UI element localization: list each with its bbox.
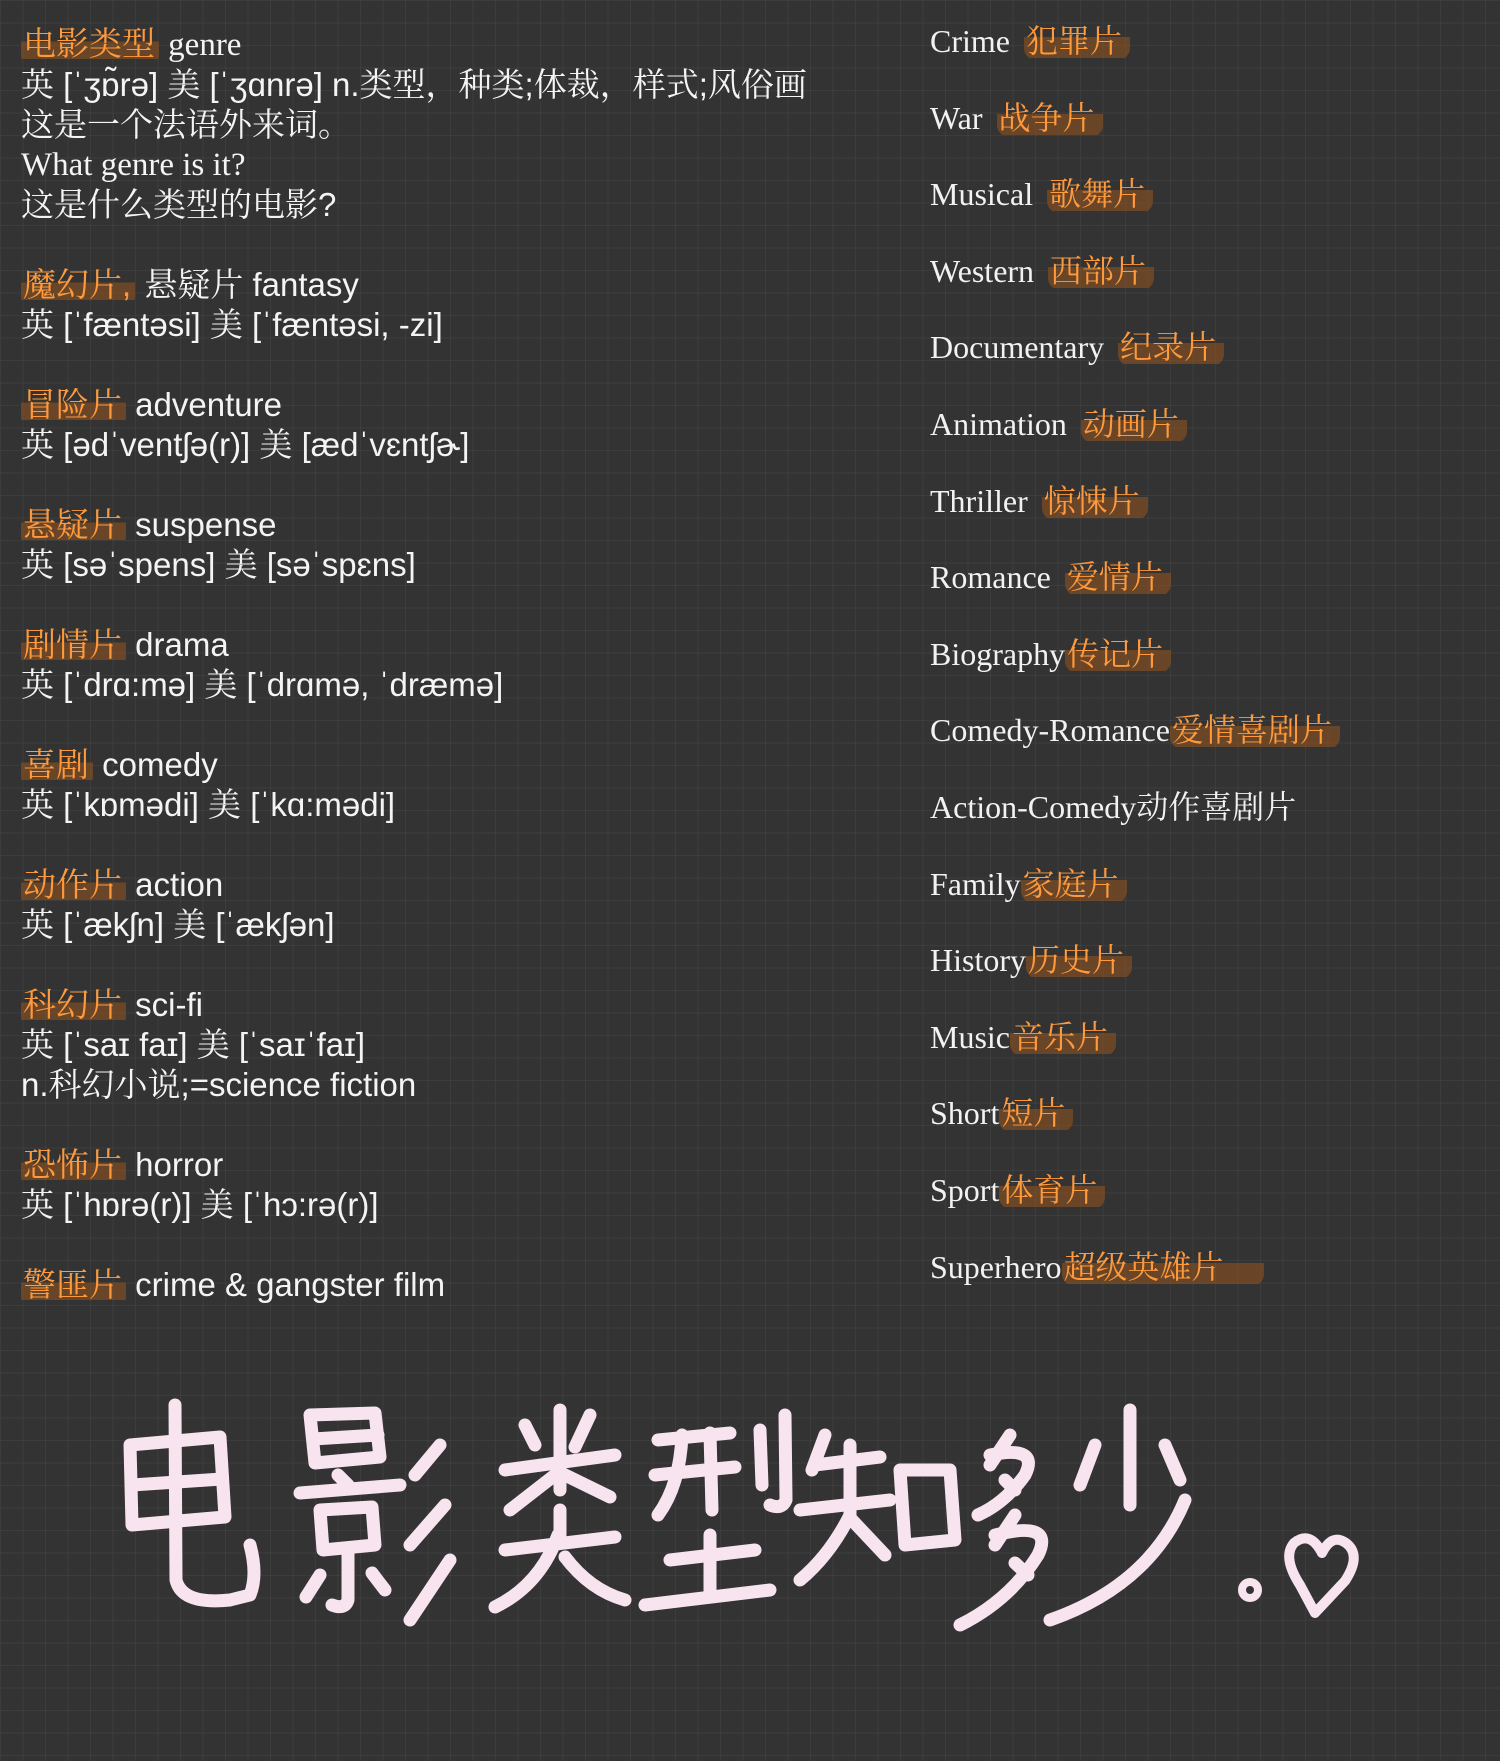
- entry-phonetic: 英 [ˈsaɪ faɪ] 美 [ˈsaɪˈfaɪ]: [21, 1026, 366, 1063]
- genre-zh: 音乐片: [1010, 1018, 1116, 1056]
- genre-en: Superhero: [930, 1248, 1062, 1285]
- entry-phonetic: 英 [ˈʒɒ̃rə] 美 [ˈʒɑnrə] n.类型，种类;体裁，样式;风俗画: [21, 66, 807, 103]
- entry-phonetic: 英 [ˈækʃn] 美 [ˈækʃən]: [21, 906, 335, 943]
- entry-zh: 动作片: [21, 866, 126, 903]
- genre-en: Romance: [930, 559, 1051, 596]
- genre-zh: 惊悚片: [1042, 482, 1148, 520]
- entry-en: sci-fi: [135, 986, 203, 1023]
- genre-item: [930, 250, 1490, 327]
- entry-phonetic: 英 [səˈspens] 美 [səˈspɛns]: [21, 546, 416, 583]
- handwritten-char: [495, 1410, 625, 1607]
- handwritten-char: [645, 1415, 786, 1605]
- entry-fantasy: [21, 265, 881, 345]
- genre-en: Sport: [930, 1171, 1000, 1208]
- entry-drama: [21, 625, 881, 705]
- entry-en: drama: [135, 626, 229, 663]
- entry-definition: n.科幻小说;=science fiction: [21, 1066, 417, 1103]
- genre-zh: 超级英雄片: [1062, 1248, 1264, 1286]
- genre-item: [930, 939, 1490, 1016]
- genre-zh: 西部片: [1048, 252, 1154, 290]
- handwritten-char: [300, 1413, 450, 1620]
- entry-phonetic: 英 [ˈhɒrə(r)] 美 [ˈhɔ:rə(r)]: [21, 1186, 379, 1223]
- entry-en: adventure: [135, 386, 282, 423]
- genre-zh: 战争片: [997, 99, 1103, 137]
- genre-zh: 传记片: [1065, 635, 1171, 673]
- genre-zh: 犯罪片: [1024, 22, 1130, 60]
- entry-en: horror: [135, 1146, 224, 1183]
- entry-phonetic: 英 [ˈkɒmədi] 美 [ˈkɑ:mədi]: [21, 786, 396, 823]
- genre-en: Biography: [930, 635, 1066, 672]
- entry-suspense: [21, 505, 881, 585]
- entry-example-en: What genre is it?: [21, 147, 246, 183]
- genre-item: [930, 1092, 1490, 1169]
- genre-zh: 纪录片: [1118, 328, 1224, 366]
- genre-item: [930, 326, 1490, 403]
- genre-item: [930, 480, 1490, 557]
- entry-sci-fi: [21, 985, 881, 1105]
- genre-item: [930, 20, 1490, 97]
- entry-note: 这是一个法语外来词。: [21, 106, 351, 143]
- entry-en: action: [135, 866, 224, 903]
- entry-action: [21, 865, 881, 945]
- genre-item: [930, 709, 1490, 786]
- entry-adventure: [21, 385, 881, 465]
- handwritten-char: [800, 1435, 955, 1580]
- genre-en: War: [930, 99, 983, 136]
- genre-en: Short: [930, 1095, 1000, 1132]
- vocab-list-left: [21, 24, 881, 1305]
- entry-phonetic: 英 [ˈfæntəsi] 美 [ˈfæntəsi, -zi]: [21, 306, 443, 343]
- entry-zh: 冒险片: [21, 386, 126, 423]
- entry-en: genre: [168, 27, 242, 63]
- genre-item: [930, 1016, 1490, 1093]
- entry-zh: 喜剧: [21, 746, 93, 783]
- genre-en: Documentary: [930, 329, 1105, 366]
- genre-item: [930, 786, 1490, 863]
- entry-zh: 警匪片: [21, 1266, 126, 1303]
- entry-zh: 电影类型: [21, 25, 159, 62]
- genre-zh: 歌舞片: [1047, 175, 1153, 213]
- genre-item: [930, 1169, 1490, 1246]
- genre-en: Family: [930, 865, 1021, 902]
- genre-item: [930, 1246, 1490, 1323]
- genre-en: Musical: [930, 176, 1034, 213]
- heart-icon: [1289, 1538, 1354, 1613]
- entry-en: comedy: [102, 746, 218, 783]
- entry-crime-gangster: [21, 1265, 881, 1305]
- genre-zh: 短片: [999, 1094, 1073, 1132]
- entry-en: suspense: [135, 506, 277, 543]
- genre-item: [930, 556, 1490, 633]
- entry-example-zh: 这是什么类型的电影?: [21, 186, 337, 223]
- genre-en: Thriller: [930, 482, 1028, 519]
- entry-en: crime & gangster film: [135, 1266, 446, 1303]
- entry-zh: 魔幻片,: [21, 266, 135, 303]
- genre-en: Crime: [930, 23, 1010, 59]
- genre-en: Music: [930, 1018, 1010, 1055]
- genre-item: [930, 863, 1490, 940]
- genre-item: [930, 633, 1490, 710]
- genre-zh: 爱情片: [1065, 558, 1171, 596]
- entry-zh: 剧情片: [21, 626, 126, 663]
- entry-phonetic: 英 [ˈdrɑ:mə] 美 [ˈdrɑmə, ˈdræmə]: [21, 666, 504, 703]
- entry-comedy: [21, 745, 881, 825]
- handwritten-period: [1242, 1582, 1258, 1598]
- genre-zh: 体育片: [999, 1171, 1105, 1209]
- handwritten-char: [1050, 1410, 1185, 1620]
- handwritten-char: [960, 1435, 1042, 1625]
- genre-en: Action-Comedy: [930, 788, 1137, 825]
- genre-item: [930, 97, 1490, 174]
- entry-zh: 科幻片: [21, 986, 126, 1023]
- genre-list-right: [930, 20, 1490, 1322]
- genre-zh: 历史片: [1026, 941, 1132, 979]
- genre-zh: 爱情喜剧片: [1170, 711, 1340, 749]
- genre-en: Comedy-Romance: [930, 712, 1170, 749]
- genre-en: Animation: [930, 405, 1067, 442]
- entry-genre: [21, 24, 881, 225]
- genre-en: Western: [930, 252, 1035, 289]
- genre-item: [930, 403, 1490, 480]
- entry-en: 悬疑片 fantasy: [135, 266, 359, 303]
- genre-item: [930, 173, 1490, 250]
- entry-zh: 悬疑片: [21, 506, 126, 543]
- genre-zh: 动画片: [1081, 405, 1187, 443]
- handwritten-title: [110, 1385, 1400, 1635]
- genre-en: History: [930, 942, 1026, 979]
- genre-zh: 动作喜剧片: [1136, 787, 1297, 826]
- entry-horror: [21, 1145, 881, 1225]
- genre-zh: 家庭片: [1021, 865, 1127, 903]
- entry-phonetic: 英 [ədˈventʃə(r)] 美 [ædˈvɛntʃɚ]: [21, 426, 470, 463]
- entry-zh: 恐怖片: [21, 1146, 126, 1183]
- handwritten-char: [130, 1405, 254, 1601]
